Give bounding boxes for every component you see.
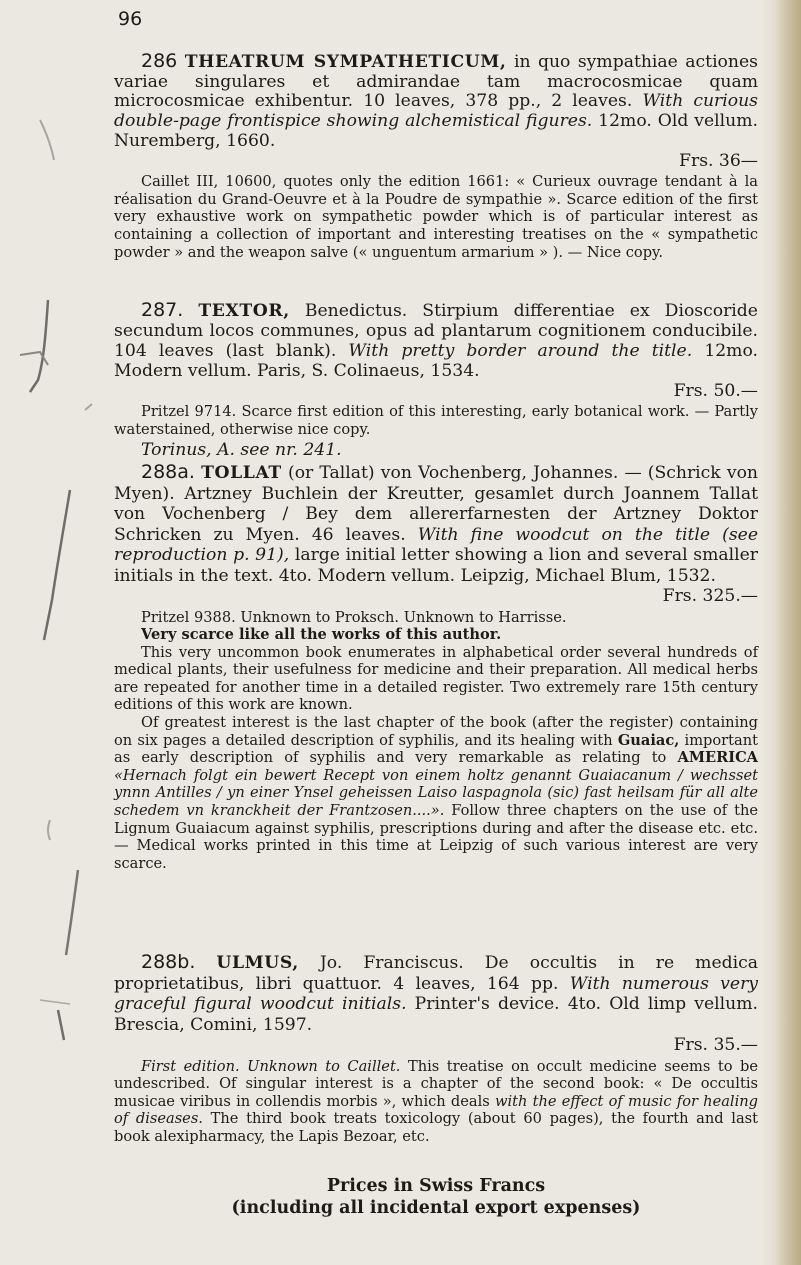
note-keyword-america: AMERICA	[677, 749, 759, 767]
entry-288b-heading	[114, 952, 758, 1056]
entry-imprint: 12mo. Old vellum. Nuremberg, 1660.	[114, 111, 758, 151]
entry-287	[114, 300, 758, 460]
entry-note-rarity: Very scarce like all the works of this author.	[141, 626, 502, 644]
entry-description: With pretty border around the title.	[348, 341, 693, 361]
note-keyword-guaiac: Guaiac,	[617, 731, 680, 749]
entry-price: Frs. 35.—	[673, 1035, 758, 1055]
page-number: 96	[118, 8, 143, 30]
entry-note-references: Pritzel 9388. Unknown to Proksch. Unknown to Harrisse.	[141, 608, 567, 626]
note-emphasis: with the effect of music for healing of diseases.	[114, 1092, 758, 1128]
entry-number: 288b.	[141, 951, 196, 973]
entry-note: Pritzel 9714. Scarce first edition of this interesting, early botanical work. — Partly waterstained, otherwise nice copy.	[114, 403, 758, 438]
entry-imprint: Printer's device. 4to. Old limp vellum. Brescia, Comini, 1597.	[114, 994, 759, 1035]
entry-number: 286	[141, 50, 178, 72]
entry-note	[114, 1058, 758, 1146]
entry-author: TEXTOR,	[198, 301, 290, 321]
cross-reference: Torinus, A. see nr. 241.	[141, 440, 342, 461]
pencil-marks	[0, 0, 110, 1265]
entry-description: With numerous very graceful figural woodcut initials.	[114, 973, 758, 1014]
note-edition: First edition. Unknown to Caillet.	[141, 1057, 401, 1075]
entry-price: Frs. 50.—	[673, 381, 758, 401]
entry-author: ULMUS,	[216, 953, 299, 973]
entry-number: 287.	[141, 299, 184, 321]
note-text: The third book treats toxicology (about 60 pages), the fourth and last book alexipharmacy, the Lapis Bezoar, etc.	[114, 1110, 758, 1145]
note-text: Of greatest interest is the last chapter of the book (after the register) containing on six pages a detailed description of syphilis, and its healing with	[114, 714, 758, 749]
entry-286	[114, 52, 758, 261]
entry-author: TOLLAT	[201, 463, 282, 483]
note-text: Follow three chapters on the use of the Lignum Guaiacum against syphilis, prescriptions during and after the disease etc. etc. — Medical works printed in this time at Leipzig of such various interest are very scarce.	[114, 802, 758, 872]
entry-287-heading	[114, 300, 758, 401]
note-quotation: «Hernach folgt ein bewert Recept von einem holtz genannt Guaiacanum / wechsset ynnn Antilles / yn einer Ynsel geheissen Laiso laspagnola (sic) fast heilsam für all alte schedem vn kranckheit der Frantzosen....».	[114, 766, 758, 820]
entry-title: Jo. Franciscus. De occultis in re medica proprietatibus, libri quattuor. 4 leaves, 164 pp.	[114, 953, 758, 994]
note-text: This treatise on occult medicine seems to be undescribed. Of singular interest is a chapter of the second book: « De occultis musicae viribus in collendis morbis », which deals	[114, 1057, 758, 1110]
entry-288a	[114, 462, 758, 872]
entry-number: 288a.	[141, 461, 195, 483]
entry-note-syphilis	[114, 714, 758, 872]
entry-288a-heading	[114, 462, 758, 607]
entry-title: in quo sympathiae actiones variae singulares et admirandae tam macrocosmicae quam microcosmicae exhibentur. 10 leaves, 378 pp., 2 leaves.	[114, 52, 758, 112]
footer-line-2: (including all incidental export expenses)	[231, 1198, 641, 1218]
entry-title: (or Tallat) von Vochenberg, Johannes. — (Schrick von Myen). Artzney Buchlein der Kreutter, gesamlet durch Joannem Tallat von Vochenberg / Bey dem allererfarnesten der Artzney Doktor Schricken zu Myen. 46 leaves.	[114, 463, 758, 545]
entry-description: With curious double-page frontispice showing alchemistical figures.	[114, 91, 759, 132]
entry-title: Benedictus. Stirpium differentiae ex Dioscoride secundum locos communes, opus ad plantarum cognitionem conducibile. 104 leaves (last blank).	[114, 301, 758, 361]
entry-286-heading	[114, 52, 758, 171]
entry-imprint: 12mo. Modern vellum. Paris, S. Colinaeus, 1534.	[114, 341, 758, 381]
page-edge	[761, 0, 801, 1265]
footer-line-1: Prices in Swiss Francs	[326, 1176, 546, 1196]
entry-title-continued: large initial letter showing a lion and several smaller initials in the text. 4to. Modern vellum. Leipzig, Michael Blum, 1532.	[114, 545, 759, 586]
price-footer	[114, 1175, 758, 1219]
entry-price: Frs. 325.—	[662, 586, 758, 606]
entry-288b	[114, 952, 758, 1145]
entry-note: Caillet III, 10600, quotes only the edition 1661: « Curieux ouvrage tendant à la réalisation du Grand-Oeuvre et à la Poudre de sympathie ». Scarce edition of the first very exhaustive work on sympathetic powder which is of particular interest as containing a collection of important and interesting treatises on the « sympathetic powder » and the weapon salve (« unguentum armarium » ). — Nice copy.	[114, 173, 758, 261]
entry-author: THEATRUM SYMPATHETICUM,	[184, 52, 507, 72]
entry-price: Frs. 36—	[679, 150, 758, 171]
entry-description: With fine woodcut on the title (see reproduction p. 91),	[114, 524, 758, 565]
note-text: important as early description of syphilis and very remarkable as relating to	[114, 731, 758, 767]
entry-note-content: This very uncommon book enumerates in alphabetical order several hundreds of medical plants, their usefulness for medicine and their preparation. All medical herbs are repeated for another time in a detailed register. Two extremely rare 15th century editions of this work are known.	[114, 643, 758, 714]
